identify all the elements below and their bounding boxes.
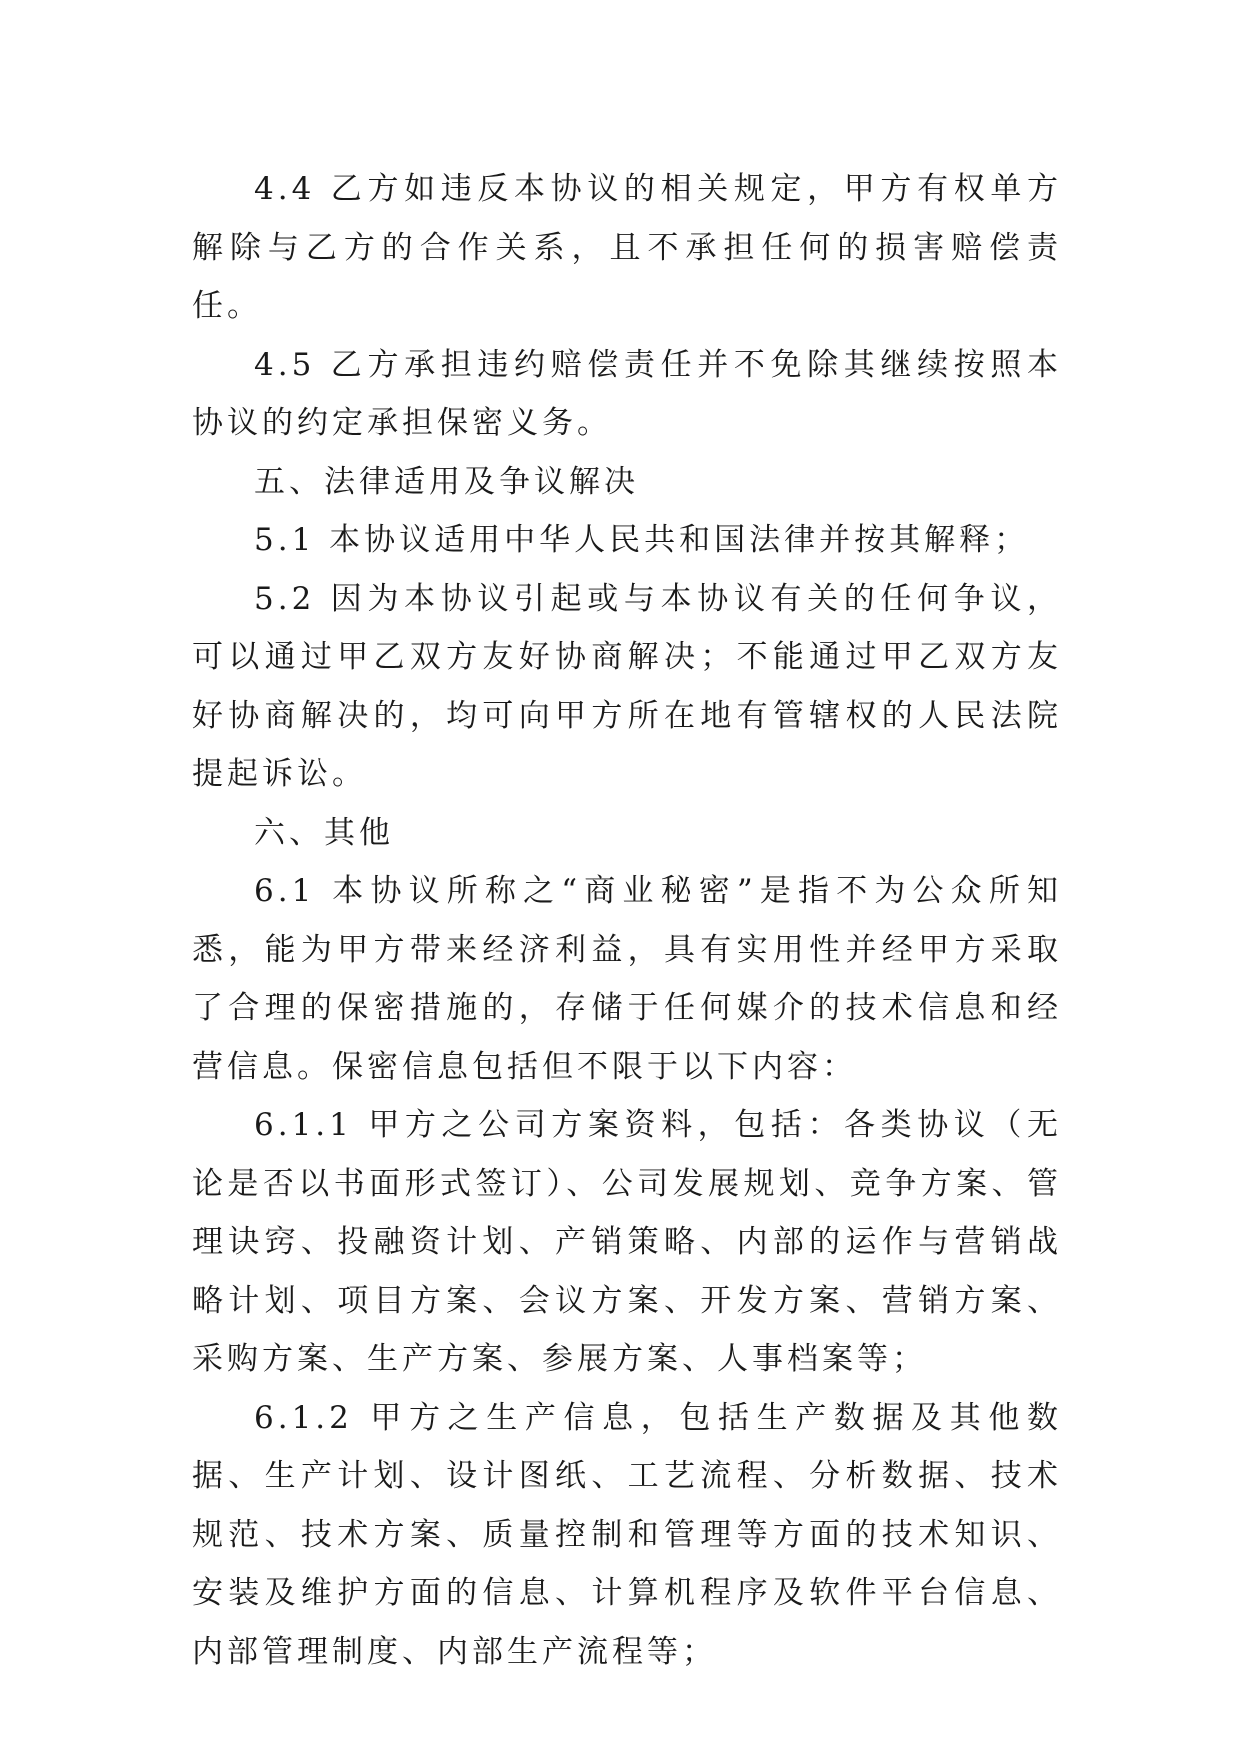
- paragraph-5-2: 5.2 因为本协议引起或与本协议有关的任何争议，可以通过甲乙双方友好协商解决；不能通过甲乙双方友好协商解决的，均可向甲方所在地有管辖权的人民法院提起诉讼。: [192, 580, 1062, 792]
- document-body: [192, 160, 1062, 1681]
- paragraph-6-1: 6.1 本协议所称之“商业秘密”是指不为公众所知悉，能为甲方带来经济利益，具有实用性并经甲方采取了合理的保密措施的，存储于任何媒介的技术信息和经营信息。保密信息包括但不限于以下内容：: [192, 873, 1062, 1085]
- paragraph-4-5: 4.5 乙方承担违约赔偿责任并不免除其继续按照本协议的约定承担保密义务。: [192, 346, 1062, 441]
- paragraph-5-1: 5.1 本协议适用中华人民共和国法律并按其解释；: [254, 522, 1030, 558]
- section-heading-5: 五、法律适用及争议解决: [254, 463, 639, 500]
- section-heading-6: 六、其他: [254, 814, 394, 851]
- paragraph-6-1-2: 6.1.2 甲方之生产信息，包括生产数据及其他数据、生产计划、设计图纸、工艺流程、分析数据、技术规范、技术方案、质量控制和管理等方面的技术知识、安装及维护方面的信息、计算机程序及软件平台信息、内部管理制度、内部生产流程等；: [192, 1399, 1062, 1670]
- paragraph-4-4: 4.4 乙方如违反本协议的相关规定，甲方有权单方解除与乙方的合作关系，且不承担任何的损害赔偿责任。: [192, 171, 1062, 324]
- paragraph-6-1-1: 6.1.1 甲方之公司方案资料，包括：各类协议（无论是否以书面形式签订）、公司发展规划、竞争方案、管理诀窍、投融资计划、产销策略、内部的运作与营销战略计划、项目方案、会议方案、开发方案、营销方案、采购方案、生产方案、参展方案、人事档案等；: [192, 1107, 1062, 1377]
